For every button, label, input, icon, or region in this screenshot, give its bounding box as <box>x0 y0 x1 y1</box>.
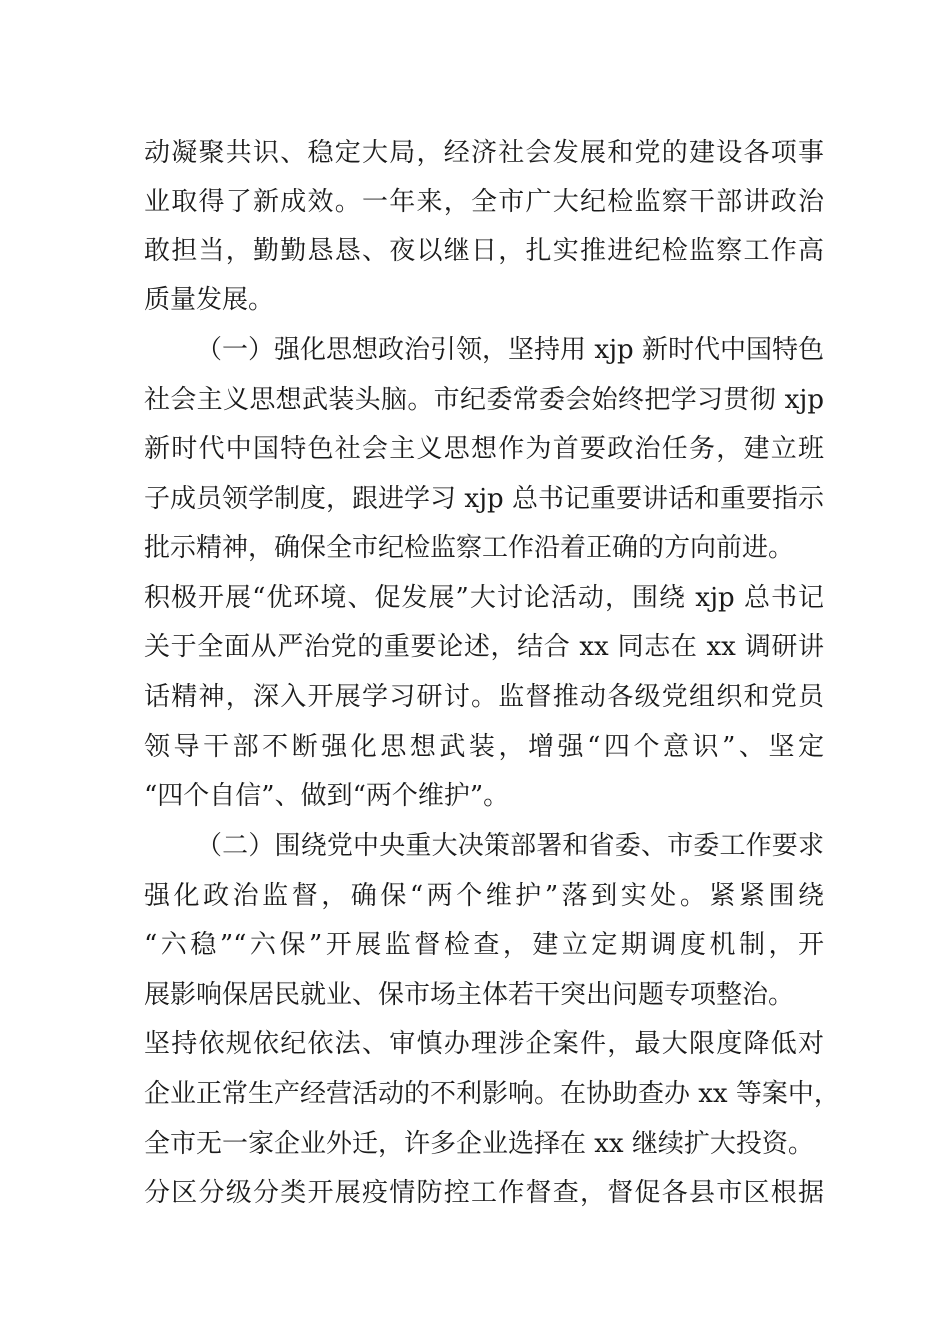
text-line: 话精神，深入开展学习研讨。监督推动各级党组织和党员 <box>144 682 824 712</box>
paragraph-start-line: （二）围绕党中央重大决策部署和省委、市委工作要求 <box>196 831 824 861</box>
text-line: 子成员领学制度，跟进学习 xjp 总书记重要讲话和重要指示 <box>144 484 824 514</box>
text-line: 业取得了新成效。一年来，全市广大纪检监察干部讲政治 <box>144 187 824 217</box>
text-line: 领导干部不断强化思想武装，增强“四个意识”、坚定 <box>144 732 824 762</box>
paragraph-start-line: （一）强化思想政治引领，坚持用 xjp 新时代中国特色 <box>196 335 824 365</box>
text-line: 全市无一家企业外迁，许多企业选择在 xx 继续扩大投资。 <box>144 1129 814 1159</box>
text-line: 动凝聚共识、稳定大局，经济社会发展和党的建设各项事 <box>144 138 824 168</box>
text-line: 展影响保居民就业、保市场主体若干突出问题专项整治。 <box>144 980 795 1010</box>
text-line: 批示精神，确保全市纪检监察工作沿着正确的方向前进。 <box>144 533 795 563</box>
text-line: “四个自信”、做到“两个维护”。 <box>144 781 510 811</box>
text-line: 敢担当，勤勤恳恳、夜以继日，扎实推进纪检监察工作高 <box>144 236 824 266</box>
text-line: 积极开展“优环境、促发展”大讨论活动，围绕 xjp 总书记 <box>144 583 824 613</box>
text-line: 分区分级分类开展疫情防控工作督查，督促各县市区根据 <box>144 1178 824 1208</box>
text-line: 关于全面从严治党的重要论述，结合 xx 同志在 xx 调研讲 <box>144 632 824 662</box>
text-line: 强化政治监督，确保“两个维护”落到实处。紧紧围绕 <box>144 881 824 911</box>
text-line: 新时代中国特色社会主义思想作为首要政治任务，建立班 <box>144 434 824 464</box>
text-line: 坚持依规依纪依法、审慎办理涉企案件，最大限度降低对 <box>144 1029 824 1059</box>
text-line: 质量发展。 <box>144 285 275 315</box>
text-line: “六稳”“六保”开展监督检查，建立定期调度机制，开 <box>144 930 824 960</box>
text-line: 社会主义思想武装头脑。市纪委常委会始终把学习贯彻 xjp <box>144 385 824 415</box>
text-line: 企业正常生产经营活动的不利影响。在协助查办 xx 等案中， <box>144 1079 840 1109</box>
